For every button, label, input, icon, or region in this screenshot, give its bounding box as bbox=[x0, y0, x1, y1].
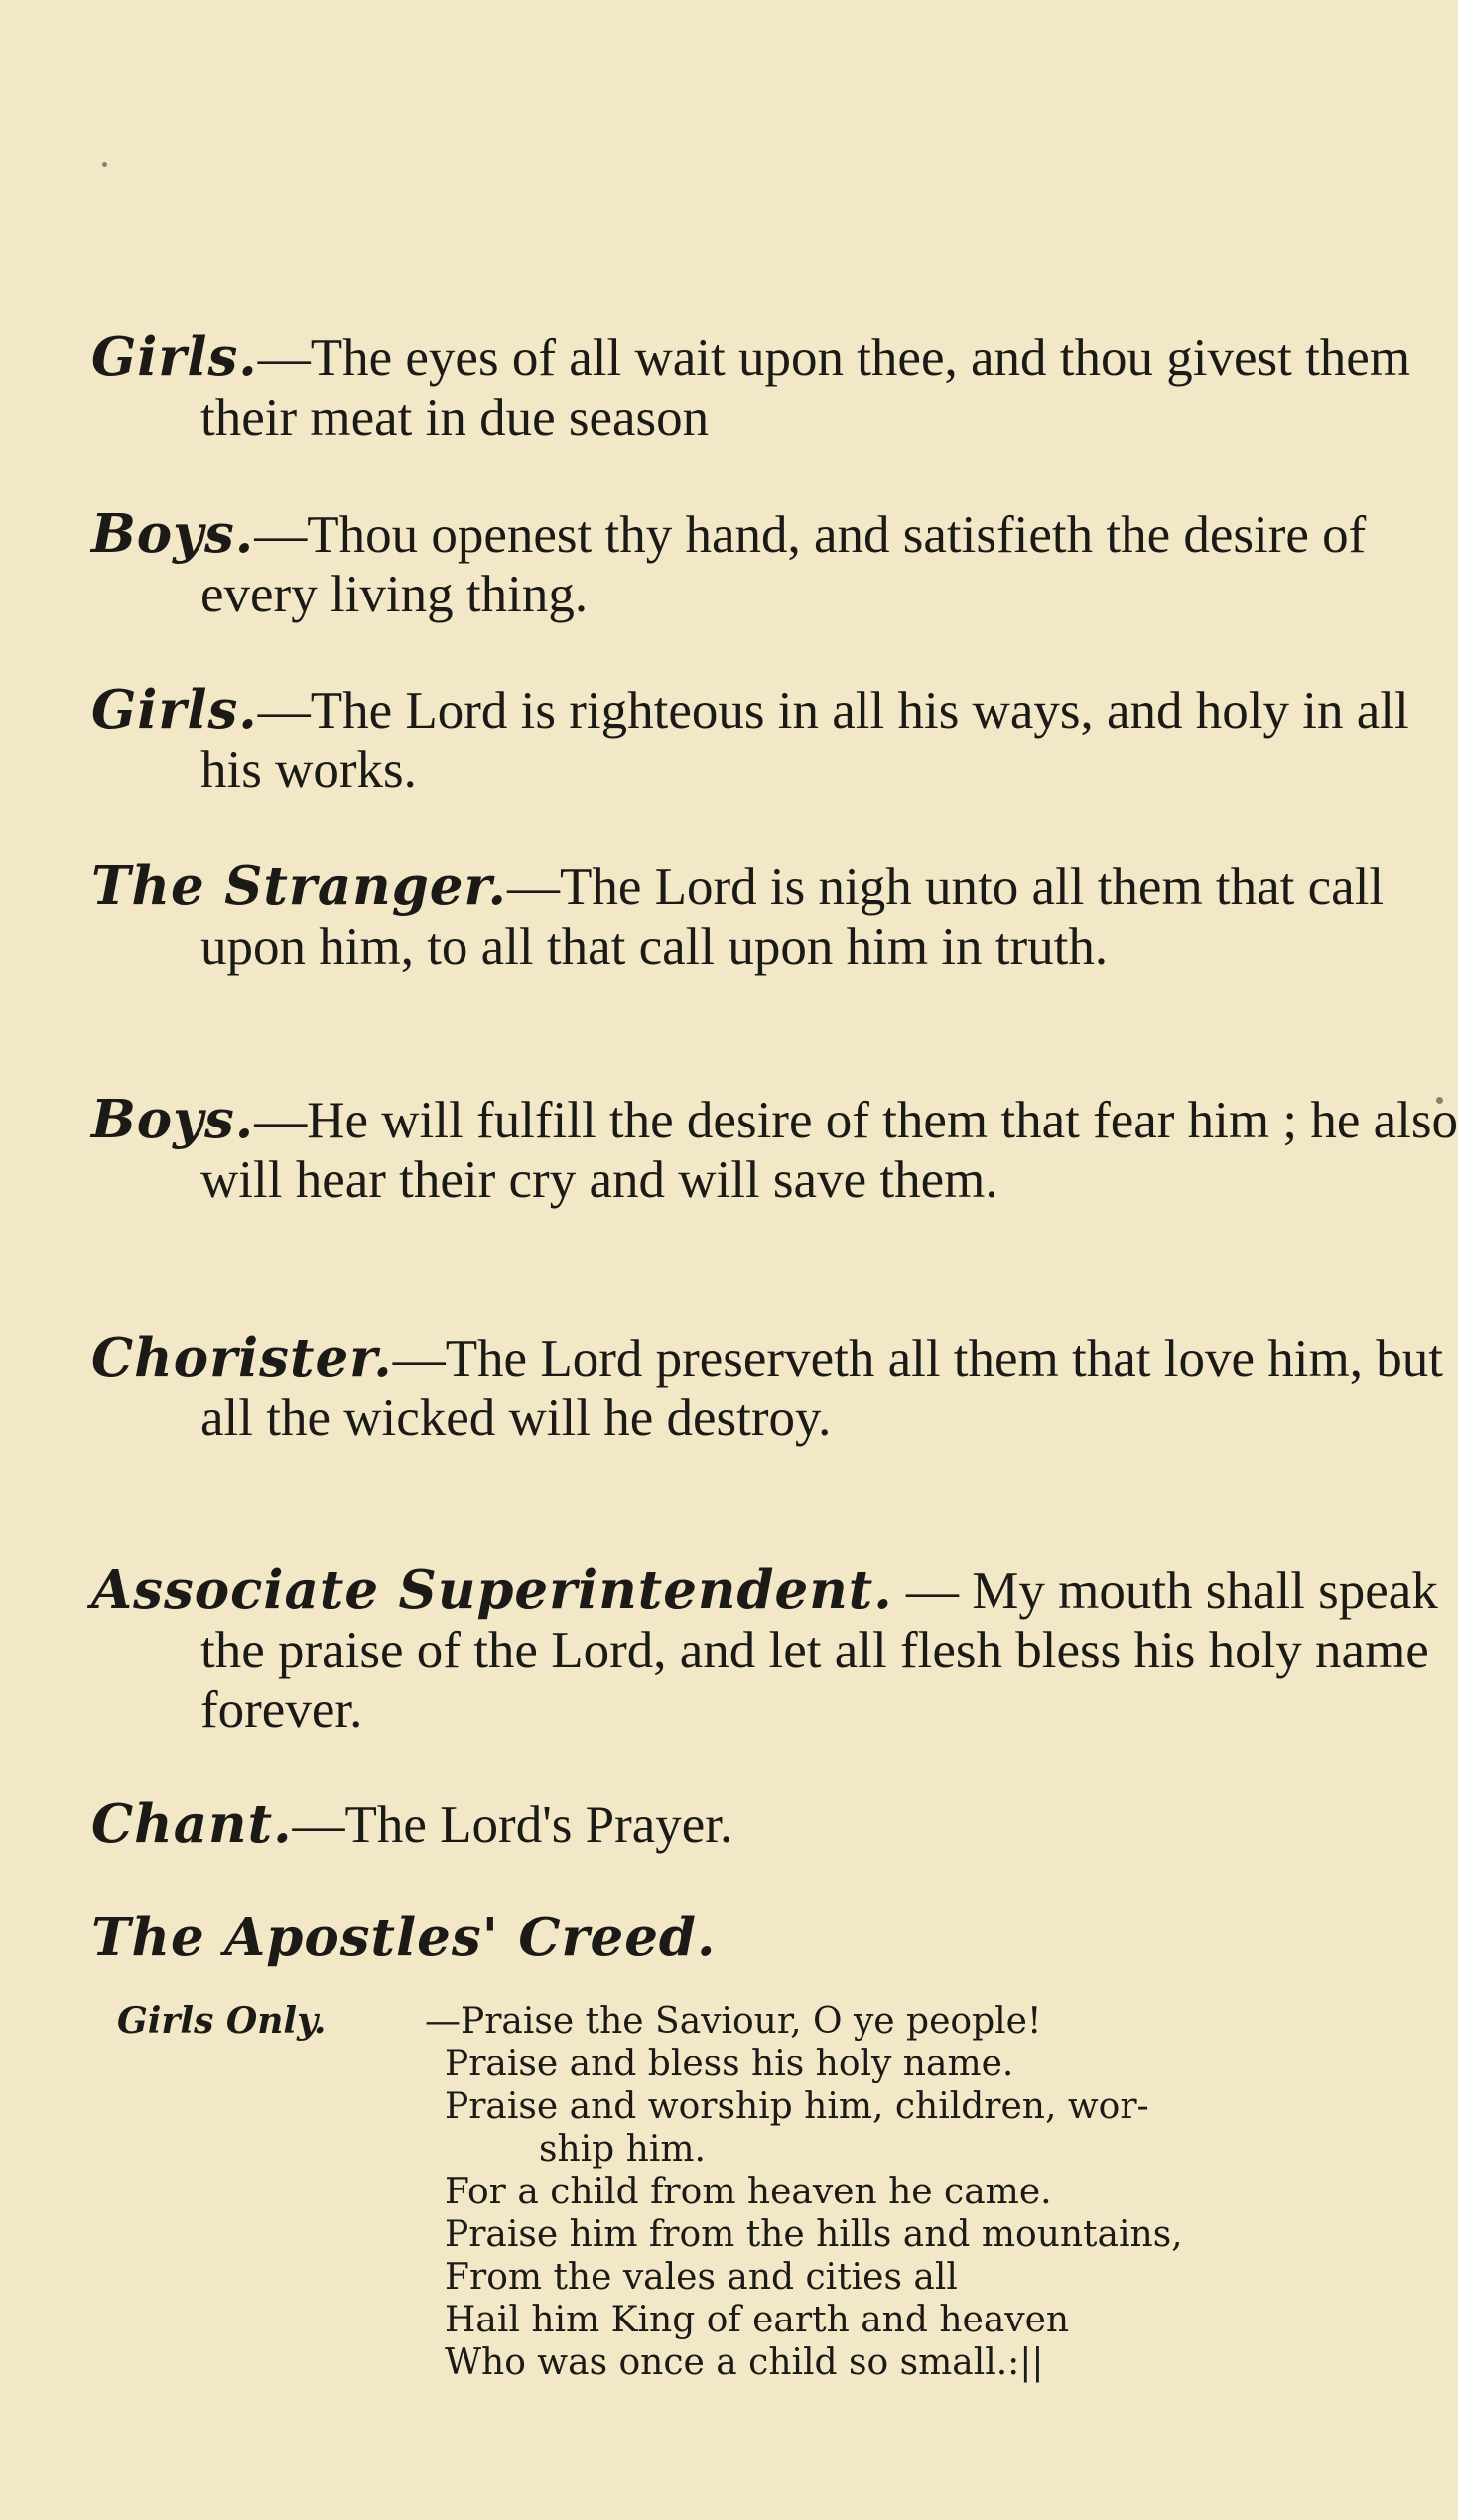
verse-text: —The Lord preserveth all them that love him, but all the wicked will he destroy. bbox=[200, 1330, 1443, 1447]
hymn-line: Praise and bless his holy name. bbox=[445, 2044, 1014, 2084]
hymn-line: —Praise the Saviour, O ye people! bbox=[425, 2001, 1042, 2042]
speaker-label: Girls. bbox=[91, 327, 258, 388]
response-verse bbox=[91, 857, 1458, 977]
verse-text: —He will fulfill the desire of them that fear him ; he also will hear their cry and will save them. bbox=[200, 1092, 1458, 1209]
hymn-line: ship him. bbox=[539, 2129, 706, 2170]
hymn-speaker-label: Girls Only. bbox=[117, 2000, 327, 2042]
response-verse bbox=[91, 328, 1458, 448]
hymn-line: For a child from heaven he came. bbox=[445, 2172, 1052, 2212]
speaker-label: Boys. bbox=[91, 503, 255, 565]
verse-text: —The eyes of all wait upon thee, and thou givest them their meat in due season bbox=[200, 330, 1411, 447]
hymn-line: From the vales and cities all bbox=[445, 2257, 958, 2298]
hymn-line: Who was once a child so small.:|| bbox=[445, 2342, 1044, 2383]
speaker-label: Chorister. bbox=[91, 1327, 393, 1389]
response-verse bbox=[91, 504, 1458, 624]
speaker-label: The Stranger. bbox=[91, 856, 507, 917]
response-verse bbox=[91, 1090, 1458, 1210]
response-verse bbox=[91, 1794, 1458, 1855]
hymn-line: Praise him from the hills and mountains, bbox=[445, 2214, 1183, 2255]
verse-text: —The Lord's Prayer. bbox=[292, 1796, 733, 1854]
creed-heading: The Apostles' Creed. bbox=[91, 1907, 717, 1968]
speaker-label: Boys. bbox=[91, 1089, 255, 1150]
response-verse bbox=[91, 680, 1458, 800]
hymn-line: Hail him King of earth and heaven bbox=[445, 2300, 1070, 2340]
verse-text: —The Lord is nigh unto all them that call upon him, to all that call upon him in truth. bbox=[200, 859, 1385, 976]
response-verse bbox=[91, 1560, 1458, 1740]
verse-text: —The Lord is righteous in all his ways, and holy in all his works. bbox=[200, 682, 1409, 799]
hymn-line: Praise and worship him, children, wor- bbox=[445, 2086, 1149, 2127]
verse-text: —Thou openest thy hand, and satisfieth the desire of every living thing. bbox=[200, 506, 1367, 623]
verse-text: — My mouth shall speak the praise of the Lord, and let all flesh bless his holy name forever. bbox=[200, 1562, 1438, 1739]
speaker-label: Chant. bbox=[91, 1793, 293, 1855]
speaker-label: Girls. bbox=[91, 679, 258, 740]
response-verse bbox=[91, 1328, 1458, 1448]
speaker-label: Associate Superintendent. bbox=[91, 1559, 893, 1621]
page-speck bbox=[102, 162, 107, 167]
